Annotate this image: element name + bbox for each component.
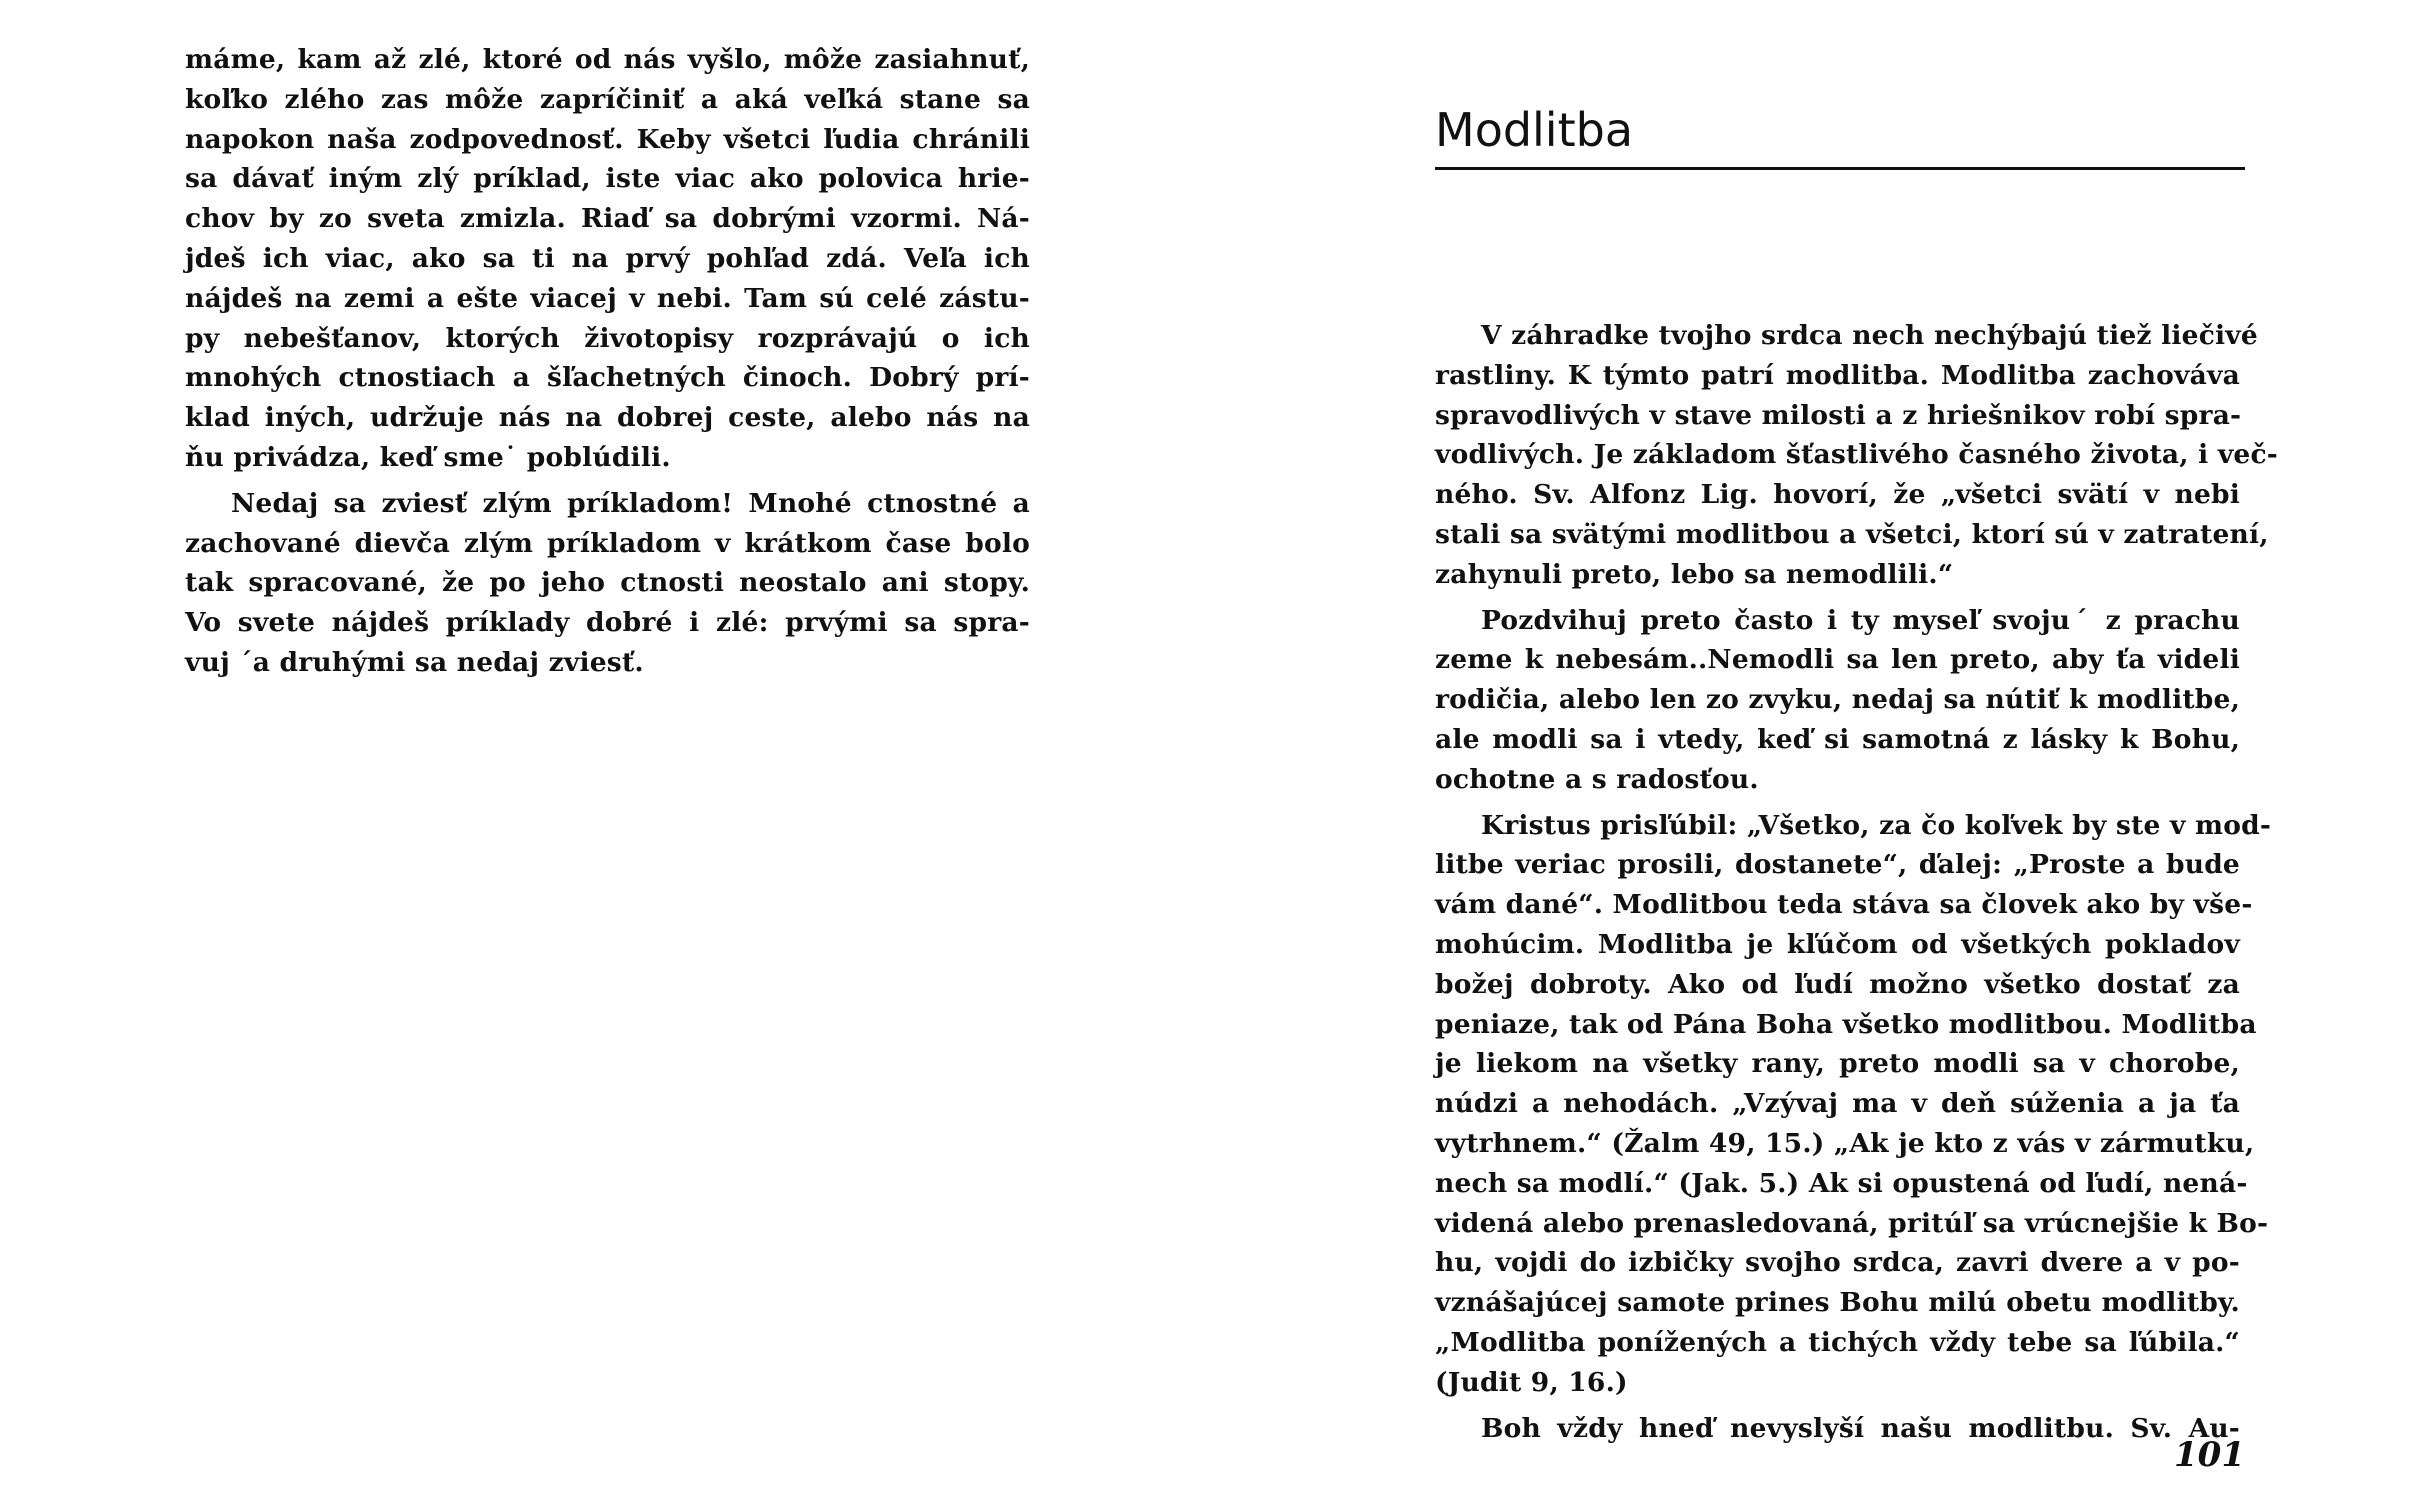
text-line: zachované dievča zlým príkladom v krátkom čase bolo [185, 527, 1030, 559]
text-line: napokon naša zodpovednosť. Keby všetci ľudia chránili [185, 123, 1030, 155]
left-text-column [185, 40, 1030, 683]
text-line: „Modlitba ponížených a tichých vždy tebe sa ľúbila.“ [1435, 1326, 2240, 1358]
text-line: zeme k nebesám..Nemodli sa len preto, aby ťa videli [1435, 644, 2240, 676]
text-line: mohúcim. Modlitba je kľúčom od všetkých pokladov [1435, 928, 2240, 960]
text-line: stali sa svätými modlitbou a všetci, ktorí sú v zatratení, [1435, 518, 2269, 550]
text-line: nech sa modlí.“ (Jak. 5.) Ak si opustená od ľudí, nená- [1435, 1167, 2248, 1199]
text-line: Pozdvihuj preto často i ty myseľ svojuˊ z prachu [1481, 604, 2240, 636]
text-line: rastliny. K týmto patrí modlitba. Modlitba zachováva [1435, 359, 2240, 391]
title-underline [1435, 167, 2245, 170]
text-line: zahynuli preto, lebo sa nemodlili.“ [1435, 558, 1954, 590]
text-line: koľko zlého zas môže zapríčiniť a aká veľká stane sa [185, 83, 1030, 115]
text-line: Kristus prisľúbil: „Všetko, za čo koľvek by ste v mod- [1481, 809, 2272, 841]
text-line: spravodlivých v stave milosti a z hriešnikov robí spra- [1435, 399, 2242, 431]
text-line: ňu privádza, keď sme˙ poblúdili. [185, 441, 671, 473]
text-line: litbe veriac prosili, dostanete“, ďalej: „Proste a bude [1435, 849, 2240, 881]
text-line: Nedaj sa zviesť zlým príkladom! Mnohé ctnostné a [231, 487, 1030, 519]
paragraph [1435, 1409, 2240, 1449]
text-line: tak spracované, že po jeho ctnosti neostalo ani stopy. [185, 567, 1030, 599]
text-line: nájdeš na zemi a ešte viacej v nebi. Tam sú celé zástu- [185, 282, 1030, 314]
text-line: ného. Sv. Alfonz Lig. hovorí, že „všetci svätí v nebi [1435, 479, 2240, 511]
text-line: py nebešťanov, ktorých životopisy rozprávajú o ich [185, 322, 1030, 354]
text-line: jdeš ich viac, ako sa ti na prvý pohľad zdá. Veľa ich [185, 242, 1030, 274]
page-number: 101 [2174, 1435, 2245, 1475]
text-line: je liekom na všetky rany, preto modli sa v chorobe, [1435, 1048, 2240, 1080]
text-line: božej dobroty. Ako od ľudí možno všetko dostať za [1435, 968, 2240, 1000]
text-line: mnohých ctnostiach a šľachetných činoch. Dobrý prí- [185, 362, 1030, 394]
paragraph [185, 40, 1030, 478]
text-line: vytrhnem.“ (Žalm 49, 15.) „Ak je kto z vás v zármutku, [1435, 1127, 2255, 1159]
text-line: ochotne a s radosťou. [1435, 763, 1759, 795]
paragraph [1435, 806, 2272, 1403]
right-text-column [1435, 316, 2279, 1448]
text-line: peniaze, tak od Pána Boha všetko modlitbou. Modlitba [1435, 1008, 2257, 1040]
right-page [1210, 0, 2420, 1500]
chapter-title: Modlitba [1435, 103, 1634, 157]
text-line: chov by zo sveta zmizla. Riaď sa dobrými vzormi. Ná- [185, 203, 1030, 235]
text-line: sa dávať iným zlý príklad, iste viac ako polovica hrie- [185, 163, 1030, 195]
text-line: vuj ˊa druhými sa nedaj zviesť. [185, 646, 644, 678]
text-line: videná alebo prenasledovaná, pritúľ sa vrúcnejšie k Bo- [1435, 1207, 2269, 1239]
text-line: hu, vojdi do izbičky svojho srdca, zavri dvere a v po- [1435, 1247, 2240, 1279]
text-line: (Judit 9, 16.) [1435, 1366, 1628, 1398]
text-line: V záhradke tvojho srdca nech nechýbajú tiež liečivé [1481, 320, 2258, 351]
text-line: vznášajúcej samote prines Bohu milú obetu modlitby. [1435, 1287, 2240, 1319]
text-line: rodičia, alebo len zo zvyku, nedaj sa nútiť k modlitbe, [1435, 684, 2240, 716]
text-line: klad iných, udržuje nás na dobrej ceste, alebo nás na [185, 402, 1030, 434]
text-line: Boh vždy hneď nevyslyší našu modlitbu. Sv. Au- [1481, 1412, 2240, 1444]
paragraph [185, 484, 1030, 683]
text-line: máme, kam až zlé, ktoré od nás vyšlo, môže zasiahnuť, [185, 44, 1030, 75]
text-line: núdzi a nehodách. „Vzývaj ma v deň súženia a ja ťa [1435, 1088, 2240, 1120]
paragraph [1435, 601, 2240, 800]
text-line: vám dané“. Modlitbou teda stáva sa človek ako by vše- [1435, 889, 2253, 921]
text-line: ale modli sa i vtedy, keď si samotná z lásky k Bohu, [1435, 723, 2240, 755]
text-line: Vo svete nájdeš príklady dobré i zlé: prvými sa spra- [185, 607, 1030, 639]
text-line: vodlivých. Je základom šťastlivého časného života, i več- [1435, 439, 2279, 471]
paragraph [1435, 316, 2279, 595]
